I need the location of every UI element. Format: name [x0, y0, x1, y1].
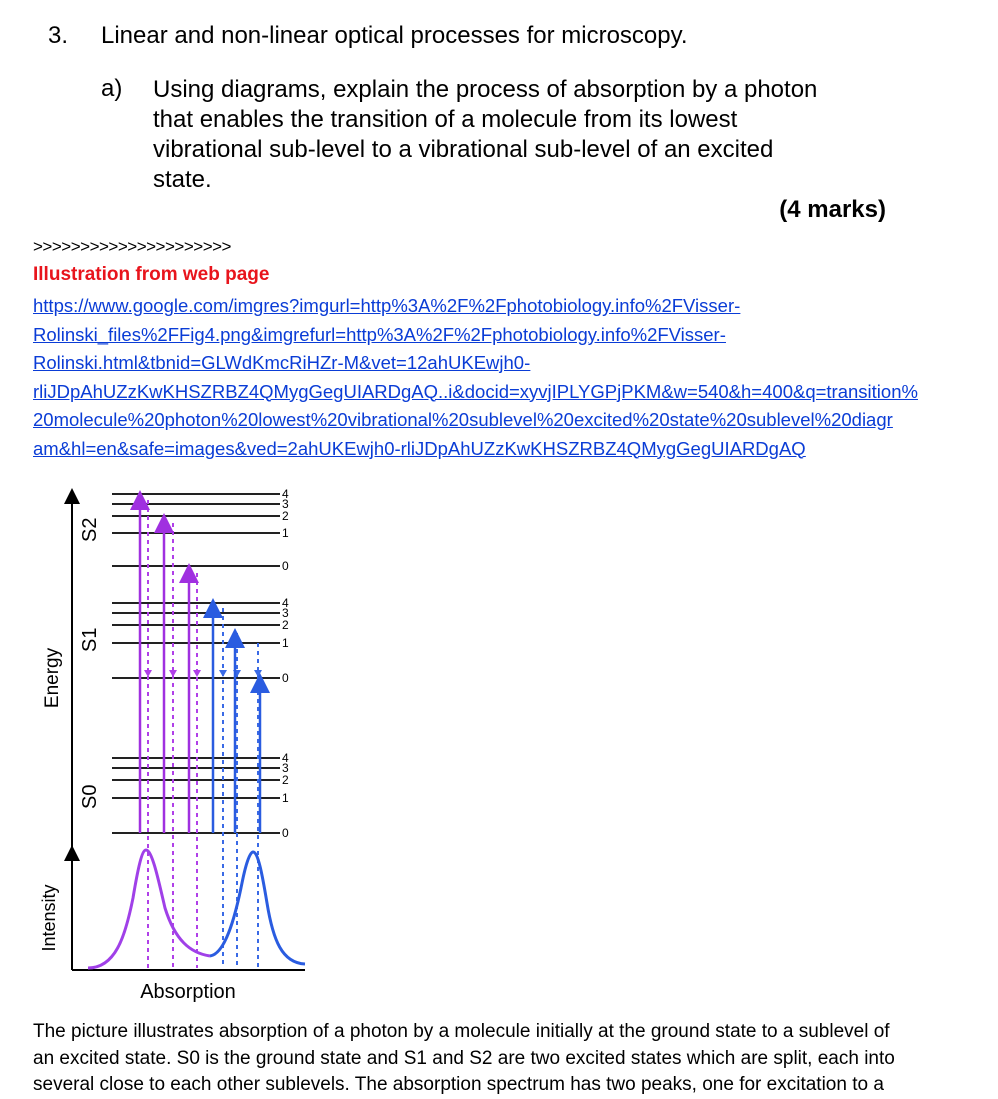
part-line: that enables the transition of a molecule from its lowest [153, 106, 738, 133]
part-line: state. [153, 166, 212, 193]
svg-text:0: 0 [282, 671, 289, 685]
explanation-line: The picture illustrates absorption of a photon by a molecule initially at the ground state to a sublevel of [33, 1021, 890, 1042]
svg-text:2: 2 [282, 509, 289, 523]
s1-label: S1 [79, 627, 101, 652]
svg-text:4: 4 [282, 487, 289, 501]
source-url-link[interactable] [33, 292, 973, 463]
relaxation-arrowheads [144, 670, 262, 677]
energy-axis-label: Energy [42, 647, 63, 709]
svg-text:3: 3 [282, 606, 289, 620]
part-line: Using diagrams, explain the process of absorption by a photon [153, 76, 818, 103]
explanation-text [33, 1019, 973, 1099]
svg-text:4: 4 [282, 751, 289, 765]
separator-arrows: >>>>>>>>>>>>>>>>>>>>> [33, 237, 231, 256]
url-line[interactable]: 20molecule%20photon%20lowest%20vibrational%20sublevel%20excited%20state%20sublevel%20diagr [33, 409, 893, 430]
svg-text:1: 1 [282, 636, 289, 650]
absorption-axis-label: Absorption [140, 981, 236, 1003]
svg-text:1: 1 [282, 791, 289, 805]
part-label: a) [101, 75, 123, 102]
s0-level-numbers [282, 751, 289, 840]
svg-text:2: 2 [282, 773, 289, 787]
s1-level-numbers [282, 596, 289, 685]
illustration-label: Illustration from web page [33, 264, 270, 285]
svg-text:3: 3 [282, 761, 289, 775]
svg-text:0: 0 [282, 559, 289, 573]
intensity-axis-label: Intensity [39, 884, 59, 952]
question-number: 3. [48, 22, 69, 49]
s2-levels [112, 494, 280, 566]
explanation-line: an excited state. S0 is the ground state and S1 and S2 are two excited states which are split, each into [33, 1047, 895, 1069]
s2-label: S2 [79, 517, 101, 542]
url-line[interactable]: am&hl=en&safe=images&ved=2ahUKEwjh0-rliJDpAhUZzKwKHSZRBZ4QMygGegUIARDgAQ [33, 437, 806, 459]
explanation-line: several close to each other sublevels. The absorption spectrum has two peaks, one for excitation to a [33, 1074, 884, 1095]
svg-text:4: 4 [282, 596, 289, 610]
marks-label: (4 marks) [779, 196, 886, 223]
part-line: vibrational sub-level to a vibrational sub-level of an excited [153, 136, 774, 163]
s0-label: S0 [79, 784, 101, 809]
svg-text:1: 1 [282, 526, 289, 540]
svg-text:3: 3 [282, 497, 289, 511]
svg-text:2: 2 [282, 618, 289, 632]
url-line[interactable]: Rolinski.html&tbnid=GLWdKmcRiHZr-M&vet=12ahUKEwjh0- [33, 352, 531, 373]
url-line[interactable]: Rolinski_files%2FFig4.png&imgrefurl=http%3A%2F%2Fphotobiology.info%2FVisser- [33, 323, 726, 345]
part-question-text [153, 75, 913, 195]
s2-level-numbers [282, 487, 289, 573]
url-line[interactable]: rliJDpAhUZzKwKHSZRBZ4QMygGegUIARDgAQ..i&docid=xyvjIPLYGPjPKM&w=540&h=400&q=transition% [33, 380, 918, 402]
svg-text:0: 0 [282, 826, 289, 840]
question-title: Linear and non-linear optical processes for microscopy. [101, 22, 688, 49]
absorption-arrows [140, 500, 260, 833]
url-line[interactable]: https://www.google.com/imgres?imgurl=http%3A%2F%2Fphotobiology.info%2FVisser- [33, 295, 741, 316]
jablonski-diagram [30, 478, 320, 1008]
